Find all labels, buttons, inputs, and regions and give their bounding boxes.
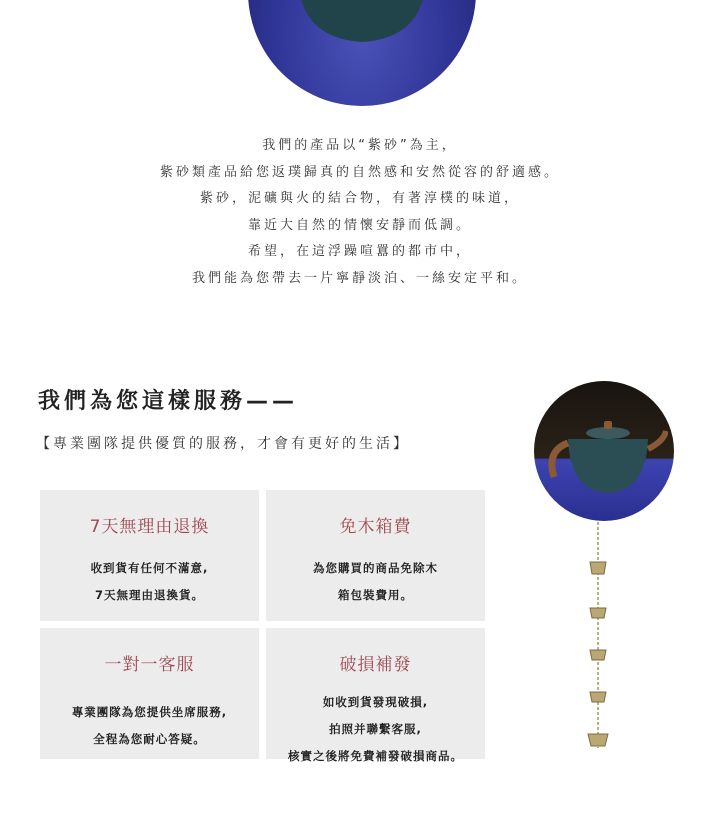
card-line: 拍照并聯繫客服,: [329, 722, 422, 736]
service-card-return: [40, 490, 259, 621]
teapot-photo-side: [534, 381, 674, 521]
card-line: 箱包裝費用。: [338, 588, 413, 602]
services-title: 我們為您這樣服務——: [38, 389, 299, 414]
card-body: [266, 555, 485, 609]
intro-line: 靠近大自然的情懷安靜而低調。: [247, 217, 472, 233]
card-body: [40, 699, 259, 753]
card-title: 7天無理由退換: [89, 517, 210, 537]
card-line: 為您購買的商品免除木: [313, 561, 438, 575]
service-card-damage: [266, 628, 485, 763]
intro-line: 我們的產品以“紫砂”為主，: [262, 138, 458, 153]
card-line: 收到貨有任何不滿意,: [90, 561, 209, 575]
intro-line: 紫砂，泥礦與火的結合物，有著淳樸的味道，: [199, 191, 520, 206]
intro-line: 希望，在這浮躁喧囂的都市中，: [247, 244, 472, 259]
teapot-photo-top: [248, 0, 476, 106]
card-title: 免木箱費: [339, 517, 412, 537]
intro-line: 紫砂類產品給您返璞歸真的自然感和安然從容的舒適感。: [159, 164, 560, 180]
card-title: 破損補發: [339, 655, 412, 675]
intro-line: 我們能為您帶去一片寧靜淡泊、一絲安定平和。: [191, 270, 528, 286]
services-subtitle: 【專業團隊提供優質的服務，才會有更好的生活】: [36, 436, 410, 452]
card-line: 全程為您耐心答疑。: [93, 732, 206, 746]
card-body: [40, 555, 259, 609]
card-body: [266, 689, 485, 770]
card-line: 如收到貨發現破損,: [322, 695, 429, 709]
teapot-image: [278, 0, 446, 48]
card-line: 專業團隊為您提供坐席服務,: [71, 705, 228, 719]
hanging-ornament: [578, 522, 618, 754]
card-line: 核實之後將免費補發破損商品。: [288, 749, 463, 763]
teapot-image: [540, 411, 668, 501]
service-card-support: [40, 628, 259, 759]
service-card-free-box: [266, 490, 485, 621]
intro-text: [0, 133, 720, 292]
card-title: 一對一客服: [104, 655, 195, 675]
card-line: 7天無理由退換貨。: [94, 588, 204, 602]
